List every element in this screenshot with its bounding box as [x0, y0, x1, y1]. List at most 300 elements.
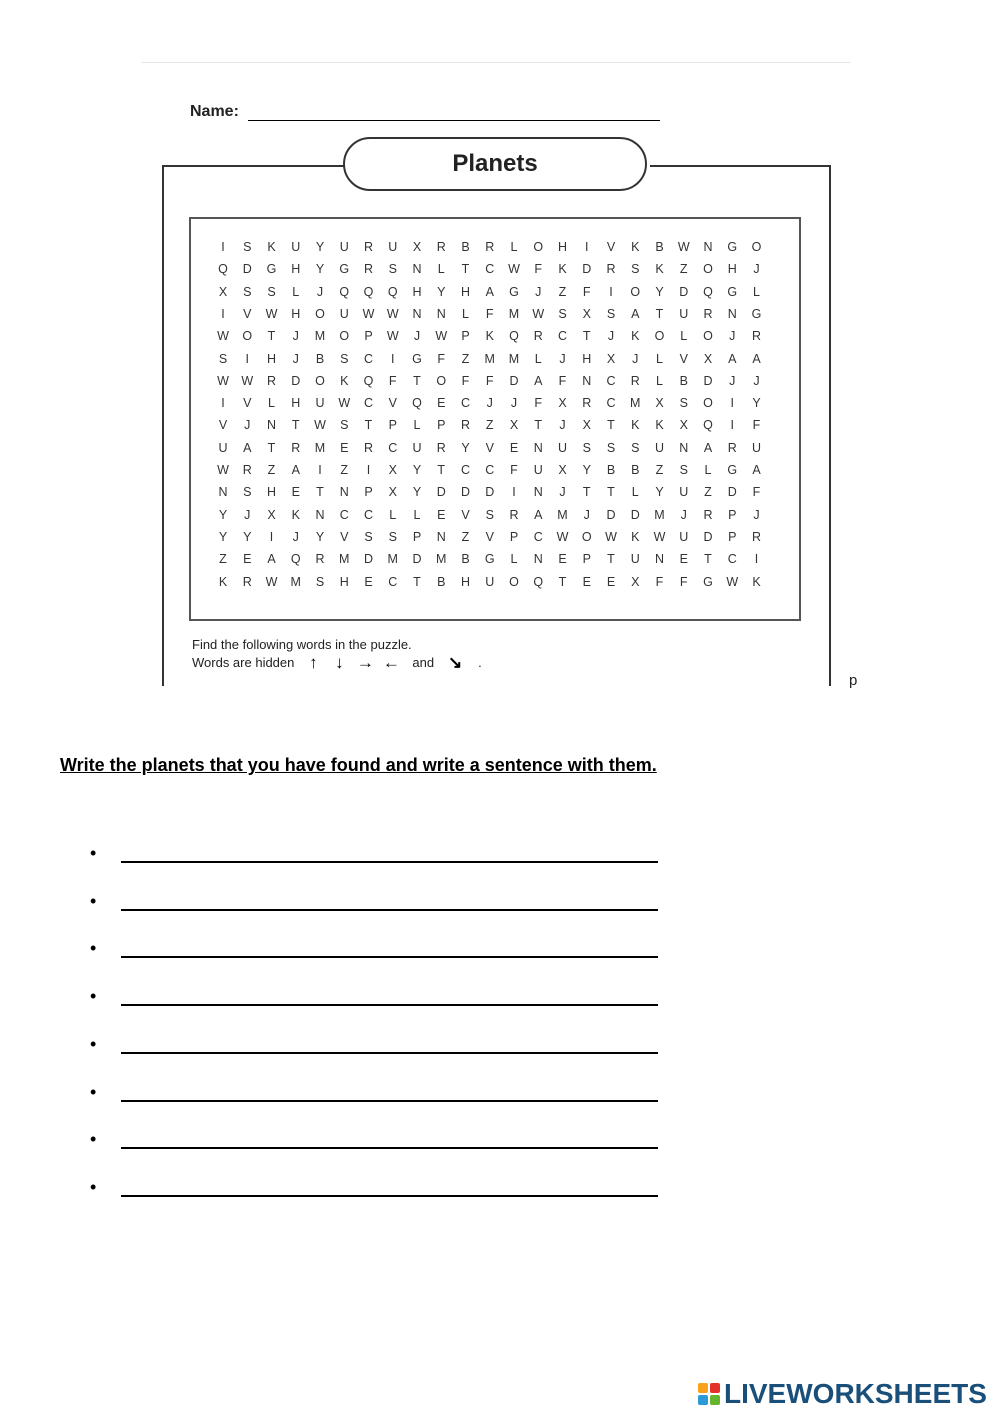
grid-letter[interactable]: Y: [412, 485, 422, 500]
grid-letter[interactable]: G: [727, 284, 738, 299]
grid-letter[interactable]: S: [340, 418, 349, 433]
grid-letter[interactable]: P: [364, 329, 373, 344]
grid-letter[interactable]: R: [291, 440, 301, 455]
grid-letter[interactable]: D: [727, 485, 737, 500]
grid-letter[interactable]: Q: [290, 552, 301, 567]
grid-letter[interactable]: Y: [655, 284, 664, 299]
grid-letter[interactable]: F: [485, 373, 494, 388]
grid-letter[interactable]: O: [315, 373, 325, 388]
grid-letter[interactable]: H: [557, 240, 568, 254]
grid-letter[interactable]: S: [243, 485, 252, 500]
grid-letter[interactable]: K: [267, 240, 276, 254]
grid-letter[interactable]: X: [631, 574, 640, 589]
grid-letter[interactable]: W: [726, 574, 739, 589]
grid-letter[interactable]: I: [366, 463, 371, 477]
grid-letter[interactable]: R: [485, 240, 495, 254]
grid-letter[interactable]: D: [630, 507, 640, 522]
grid-letter[interactable]: L: [437, 262, 445, 277]
grid-letter[interactable]: Y: [218, 529, 228, 544]
grid-letter[interactable]: R: [363, 240, 374, 254]
grid-letter[interactable]: O: [654, 329, 665, 344]
grid-letter[interactable]: X: [218, 284, 228, 299]
grid-letter[interactable]: C: [485, 262, 495, 277]
grid-letter[interactable]: I: [730, 396, 734, 411]
grid-letter[interactable]: U: [388, 240, 398, 254]
grid-letter[interactable]: T: [291, 418, 300, 433]
grid-letter[interactable]: F: [582, 284, 591, 299]
grid-letter[interactable]: S: [582, 440, 591, 455]
grid-letter[interactable]: S: [679, 463, 688, 477]
grid-letter[interactable]: C: [460, 396, 471, 411]
grid-letter[interactable]: E: [243, 552, 252, 567]
grid-letter[interactable]: X: [267, 507, 276, 522]
grid-letter[interactable]: I: [754, 552, 759, 567]
grid-letter[interactable]: M: [436, 552, 447, 567]
grid-letter[interactable]: W: [217, 463, 229, 477]
grid-letter[interactable]: W: [217, 373, 229, 388]
grid-letter[interactable]: J: [559, 351, 566, 366]
grid-letter[interactable]: M: [290, 574, 301, 589]
grid-letter[interactable]: V: [485, 529, 494, 544]
grid-letter[interactable]: J: [244, 418, 251, 433]
grid-letter[interactable]: A: [728, 351, 737, 366]
grid-letter[interactable]: R: [582, 396, 592, 411]
grid-letter[interactable]: Q: [218, 262, 228, 277]
grid-letter[interactable]: N: [654, 552, 665, 567]
grid-letter[interactable]: C: [606, 373, 616, 388]
grid-letter[interactable]: R: [703, 306, 713, 321]
grid-letter[interactable]: U: [679, 485, 689, 500]
grid-letter[interactable]: H: [291, 262, 301, 277]
grid-letter[interactable]: J: [559, 485, 566, 500]
grid-letter[interactable]: W: [265, 306, 278, 321]
grid-letter[interactable]: V: [218, 418, 228, 433]
grid-letter[interactable]: R: [436, 240, 446, 254]
grid-letter[interactable]: A: [291, 463, 300, 477]
grid-letter[interactable]: W: [435, 329, 448, 344]
grid-letter[interactable]: Z: [267, 463, 276, 477]
grid-letter[interactable]: N: [315, 507, 325, 522]
answer-line[interactable]: [121, 1004, 658, 1006]
grid-letter[interactable]: S: [606, 306, 616, 321]
grid-letter[interactable]: T: [558, 574, 567, 589]
grid-letter[interactable]: U: [654, 440, 665, 455]
answer-line[interactable]: [121, 1052, 658, 1054]
grid-letter[interactable]: K: [655, 418, 664, 433]
grid-letter[interactable]: L: [704, 463, 712, 477]
grid-letter[interactable]: U: [291, 240, 301, 254]
grid-letter[interactable]: K: [655, 262, 664, 277]
grid-letter[interactable]: O: [581, 529, 592, 544]
grid-letter[interactable]: O: [436, 373, 447, 388]
grid-letter[interactable]: B: [631, 463, 640, 477]
grid-letter[interactable]: M: [339, 552, 350, 567]
grid-letter[interactable]: O: [703, 329, 713, 344]
grid-letter[interactable]: D: [363, 552, 374, 567]
grid-letter[interactable]: I: [609, 284, 613, 299]
grid-letter[interactable]: Z: [340, 463, 349, 477]
grid-letter[interactable]: A: [534, 373, 543, 388]
grid-letter[interactable]: Z: [679, 262, 688, 277]
grid-letter[interactable]: J: [607, 329, 615, 344]
grid-letter[interactable]: R: [242, 463, 252, 477]
grid-letter[interactable]: A: [752, 351, 761, 366]
grid-letter[interactable]: S: [485, 507, 494, 522]
grid-letter[interactable]: T: [655, 306, 664, 321]
grid-letter[interactable]: B: [679, 373, 688, 388]
grid-letter[interactable]: U: [339, 306, 349, 321]
grid-letter[interactable]: B: [461, 240, 470, 254]
grid-letter[interactable]: P: [461, 329, 470, 344]
grid-letter[interactable]: K: [218, 574, 228, 589]
grid-letter[interactable]: M: [314, 440, 326, 455]
grid-letter[interactable]: D: [679, 284, 689, 299]
grid-letter[interactable]: Y: [582, 463, 591, 477]
grid-letter[interactable]: D: [436, 485, 446, 500]
grid-letter[interactable]: O: [533, 240, 544, 254]
grid-letter[interactable]: D: [242, 262, 252, 277]
grid-letter[interactable]: S: [679, 396, 688, 411]
grid-letter[interactable]: D: [291, 373, 301, 388]
grid-letter[interactable]: P: [582, 552, 591, 567]
grid-letter[interactable]: D: [485, 485, 495, 500]
grid-letter[interactable]: A: [267, 552, 276, 567]
grid-letter[interactable]: I: [585, 240, 589, 254]
grid-letter[interactable]: N: [533, 552, 543, 567]
grid-letter[interactable]: Q: [339, 284, 350, 299]
grid-letter[interactable]: R: [363, 440, 374, 455]
grid-letter[interactable]: E: [291, 485, 300, 500]
grid-letter[interactable]: S: [218, 351, 228, 366]
grid-letter[interactable]: S: [315, 574, 325, 589]
grid-letter[interactable]: B: [315, 351, 325, 366]
grid-letter[interactable]: P: [437, 418, 446, 433]
grid-letter[interactable]: F: [437, 351, 446, 366]
grid-letter[interactable]: X: [388, 463, 397, 477]
grid-letter[interactable]: X: [679, 418, 688, 433]
grid-letter[interactable]: F: [534, 262, 543, 277]
grid-letter[interactable]: N: [436, 529, 446, 544]
grid-letter[interactable]: Y: [437, 284, 446, 299]
grid-letter[interactable]: R: [606, 262, 616, 277]
grid-letter[interactable]: G: [266, 262, 277, 277]
grid-letter[interactable]: E: [679, 552, 688, 567]
grid-letter[interactable]: H: [460, 574, 471, 589]
grid-letter[interactable]: K: [631, 240, 640, 254]
grid-letter[interactable]: W: [532, 306, 545, 321]
grid-letter[interactable]: Q: [703, 284, 713, 299]
grid-letter[interactable]: U: [751, 440, 762, 455]
grid-letter[interactable]: I: [730, 418, 734, 433]
grid-letter[interactable]: J: [292, 529, 299, 544]
grid-letter[interactable]: C: [363, 507, 374, 522]
grid-letter[interactable]: Z: [655, 463, 664, 477]
grid-letter[interactable]: C: [485, 463, 495, 477]
grid-letter[interactable]: L: [268, 396, 275, 411]
grid-letter[interactable]: Q: [509, 329, 519, 344]
grid-letter[interactable]: F: [534, 396, 543, 411]
grid-letter[interactable]: X: [388, 485, 397, 500]
grid-letter[interactable]: D: [606, 507, 616, 522]
grid-letter[interactable]: E: [582, 574, 591, 589]
grid-letter[interactable]: S: [631, 262, 640, 277]
grid-letter[interactable]: N: [436, 306, 446, 321]
grid-letter[interactable]: E: [606, 574, 616, 589]
grid-letter[interactable]: I: [318, 463, 322, 477]
grid-letter[interactable]: J: [316, 284, 324, 299]
grid-letter[interactable]: F: [558, 373, 567, 388]
grid-letter[interactable]: M: [314, 329, 326, 344]
grid-letter[interactable]: G: [727, 463, 738, 477]
grid-letter[interactable]: C: [339, 507, 349, 522]
grid-letter[interactable]: W: [653, 529, 666, 544]
grid-letter[interactable]: P: [412, 529, 422, 544]
grid-letter[interactable]: J: [729, 373, 736, 388]
grid-letter[interactable]: N: [727, 306, 737, 321]
grid-letter[interactable]: F: [752, 418, 761, 433]
grid-letter[interactable]: M: [654, 507, 665, 522]
grid-letter[interactable]: L: [389, 507, 397, 522]
grid-letter[interactable]: O: [509, 574, 519, 589]
grid-letter[interactable]: R: [460, 418, 471, 433]
grid-letter[interactable]: J: [244, 507, 251, 522]
grid-letter[interactable]: U: [315, 396, 325, 411]
grid-letter[interactable]: Y: [655, 485, 664, 500]
grid-letter[interactable]: W: [508, 262, 520, 277]
grid-letter[interactable]: G: [412, 351, 422, 366]
grid-letter[interactable]: W: [556, 529, 569, 544]
grid-letter[interactable]: I: [221, 396, 225, 411]
grid-letter[interactable]: F: [388, 373, 397, 388]
grid-letter[interactable]: D: [412, 552, 422, 567]
grid-letter[interactable]: L: [631, 485, 639, 500]
grid-letter[interactable]: N: [533, 485, 543, 500]
grid-letter[interactable]: I: [245, 351, 249, 366]
grid-letter[interactable]: U: [533, 463, 543, 477]
grid-letter[interactable]: H: [727, 262, 737, 277]
grid-letter[interactable]: W: [605, 529, 617, 544]
grid-letter[interactable]: B: [606, 463, 616, 477]
grid-letter[interactable]: J: [292, 351, 299, 366]
grid-letter[interactable]: J: [583, 507, 590, 522]
grid-letter[interactable]: Y: [752, 396, 761, 411]
grid-letter[interactable]: E: [437, 396, 446, 411]
grid-letter[interactable]: C: [557, 329, 568, 344]
grid-letter[interactable]: S: [606, 440, 616, 455]
grid-letter[interactable]: U: [412, 440, 422, 455]
grid-letter[interactable]: P: [728, 529, 737, 544]
grid-letter[interactable]: O: [315, 306, 325, 321]
grid-letter[interactable]: S: [631, 440, 640, 455]
grid-letter[interactable]: F: [752, 485, 761, 500]
grid-letter[interactable]: B: [437, 574, 446, 589]
grid-letter[interactable]: A: [243, 440, 252, 455]
grid-letter[interactable]: N: [703, 240, 713, 254]
grid-letter[interactable]: L: [753, 284, 760, 299]
grid-letter[interactable]: T: [413, 373, 421, 388]
grid-letter[interactable]: B: [461, 552, 470, 567]
grid-letter[interactable]: Z: [704, 485, 712, 500]
grid-letter[interactable]: J: [729, 329, 736, 344]
grid-letter[interactable]: Y: [218, 507, 228, 522]
grid-letter[interactable]: W: [338, 396, 351, 411]
grid-letter[interactable]: R: [751, 529, 762, 544]
grid-letter[interactable]: W: [386, 329, 399, 344]
grid-letter[interactable]: R: [630, 373, 640, 388]
grid-letter[interactable]: Z: [219, 552, 227, 567]
grid-letter[interactable]: L: [292, 284, 300, 299]
grid-letter[interactable]: J: [753, 507, 760, 522]
answer-line[interactable]: [121, 1100, 658, 1102]
grid-letter[interactable]: Z: [461, 351, 470, 366]
grid-letter[interactable]: L: [462, 306, 469, 321]
grid-letter[interactable]: V: [485, 440, 494, 455]
grid-letter[interactable]: T: [607, 552, 615, 567]
grid-letter[interactable]: U: [679, 529, 689, 544]
grid-letter[interactable]: J: [510, 396, 518, 411]
grid-letter[interactable]: Q: [703, 418, 713, 433]
grid-letter[interactable]: P: [728, 507, 737, 522]
grid-letter[interactable]: R: [703, 507, 713, 522]
grid-letter[interactable]: Y: [315, 262, 325, 277]
grid-letter[interactable]: I: [221, 240, 225, 254]
grid-letter[interactable]: Y: [315, 240, 325, 254]
grid-letter[interactable]: T: [364, 418, 373, 433]
grid-letter[interactable]: R: [533, 329, 543, 344]
grid-letter[interactable]: A: [534, 507, 543, 522]
grid-letter[interactable]: C: [533, 529, 543, 544]
grid-letter[interactable]: H: [339, 574, 349, 589]
grid-letter[interactable]: H: [582, 351, 592, 366]
grid-letter[interactable]: E: [340, 440, 349, 455]
grid-letter[interactable]: W: [386, 306, 399, 321]
grid-letter[interactable]: F: [485, 306, 494, 321]
grid-letter[interactable]: T: [316, 485, 324, 500]
grid-letter[interactable]: R: [315, 552, 325, 567]
grid-letter[interactable]: Y: [243, 529, 252, 544]
grid-letter[interactable]: G: [339, 262, 350, 277]
grid-letter[interactable]: F: [679, 574, 688, 589]
grid-letter[interactable]: P: [364, 485, 373, 500]
grid-letter[interactable]: D: [460, 485, 471, 500]
grid-letter[interactable]: R: [727, 440, 737, 455]
grid-letter[interactable]: J: [413, 329, 421, 344]
grid-letter[interactable]: K: [485, 329, 494, 344]
grid-letter[interactable]: X: [703, 351, 713, 366]
grid-letter[interactable]: J: [753, 373, 760, 388]
grid-letter[interactable]: C: [388, 440, 398, 455]
grid-letter[interactable]: N: [412, 306, 422, 321]
grid-letter[interactable]: Q: [363, 373, 374, 388]
grid-letter[interactable]: C: [388, 574, 398, 589]
grid-letter[interactable]: J: [535, 284, 542, 299]
grid-letter[interactable]: T: [607, 418, 615, 433]
grid-letter[interactable]: A: [703, 440, 713, 455]
grid-letter[interactable]: A: [631, 306, 640, 321]
grid-letter[interactable]: V: [461, 507, 470, 522]
grid-letter[interactable]: T: [267, 440, 276, 455]
grid-letter[interactable]: F: [655, 574, 664, 589]
grid-letter[interactable]: U: [557, 440, 568, 455]
grid-letter[interactable]: R: [509, 507, 519, 522]
answer-line[interactable]: [121, 909, 658, 911]
grid-letter[interactable]: O: [339, 329, 350, 344]
grid-letter[interactable]: U: [630, 552, 640, 567]
grid-letter[interactable]: L: [510, 240, 518, 254]
grid-letter[interactable]: I: [512, 485, 516, 500]
grid-letter[interactable]: W: [265, 574, 278, 589]
grid-letter[interactable]: N: [679, 440, 689, 455]
grid-letter[interactable]: N: [266, 418, 277, 433]
answer-line[interactable]: [121, 956, 658, 958]
grid-letter[interactable]: K: [558, 262, 567, 277]
answer-line[interactable]: [121, 1195, 658, 1197]
grid-letter[interactable]: N: [582, 373, 592, 388]
grid-letter[interactable]: T: [704, 552, 712, 567]
grid-letter[interactable]: N: [412, 262, 422, 277]
grid-letter[interactable]: H: [266, 351, 277, 366]
grid-letter[interactable]: K: [631, 529, 640, 544]
grid-letter[interactable]: X: [412, 240, 422, 254]
grid-letter[interactable]: Q: [412, 396, 422, 411]
grid-letter[interactable]: G: [751, 306, 762, 321]
grid-letter[interactable]: S: [267, 284, 276, 299]
grid-letter[interactable]: R: [751, 329, 762, 344]
grid-letter[interactable]: G: [703, 574, 713, 589]
grid-letter[interactable]: C: [363, 396, 374, 411]
grid-letter[interactable]: V: [606, 240, 616, 254]
grid-letter[interactable]: X: [606, 351, 616, 366]
grid-letter[interactable]: L: [413, 418, 421, 433]
grid-letter[interactable]: W: [241, 373, 254, 388]
grid-letter[interactable]: K: [752, 574, 761, 589]
grid-letter[interactable]: J: [753, 262, 760, 277]
grid-letter[interactable]: Y: [461, 440, 470, 455]
grid-letter[interactable]: C: [363, 351, 374, 366]
grid-letter[interactable]: Q: [387, 284, 398, 299]
grid-letter[interactable]: H: [291, 306, 301, 321]
grid-letter[interactable]: D: [509, 373, 519, 388]
grid-letter[interactable]: M: [387, 552, 398, 567]
grid-letter[interactable]: M: [508, 306, 520, 321]
grid-letter[interactable]: F: [510, 463, 518, 477]
grid-letter[interactable]: T: [582, 329, 591, 344]
grid-letter[interactable]: T: [534, 418, 543, 433]
grid-letter[interactable]: X: [582, 418, 591, 433]
grid-letter[interactable]: S: [388, 529, 397, 544]
grid-letter[interactable]: R: [242, 574, 252, 589]
grid-letter[interactable]: H: [291, 396, 301, 411]
grid-letter[interactable]: X: [558, 463, 567, 477]
grid-letter[interactable]: M: [557, 507, 568, 522]
grid-letter[interactable]: T: [267, 329, 276, 344]
name-field-line[interactable]: [248, 120, 660, 121]
grid-letter[interactable]: L: [680, 329, 688, 344]
grid-letter[interactable]: P: [388, 418, 397, 433]
grid-letter[interactable]: M: [508, 351, 520, 366]
grid-letter[interactable]: S: [558, 306, 567, 321]
grid-letter[interactable]: S: [340, 351, 349, 366]
grid-letter[interactable]: O: [703, 396, 713, 411]
grid-letter[interactable]: U: [218, 440, 228, 455]
grid-letter[interactable]: H: [266, 485, 277, 500]
grid-letter[interactable]: N: [533, 440, 543, 455]
grid-letter[interactable]: Y: [412, 463, 422, 477]
grid-letter[interactable]: V: [679, 351, 688, 366]
grid-letter[interactable]: T: [582, 485, 591, 500]
grid-letter[interactable]: E: [509, 440, 519, 455]
grid-letter[interactable]: C: [727, 552, 737, 567]
